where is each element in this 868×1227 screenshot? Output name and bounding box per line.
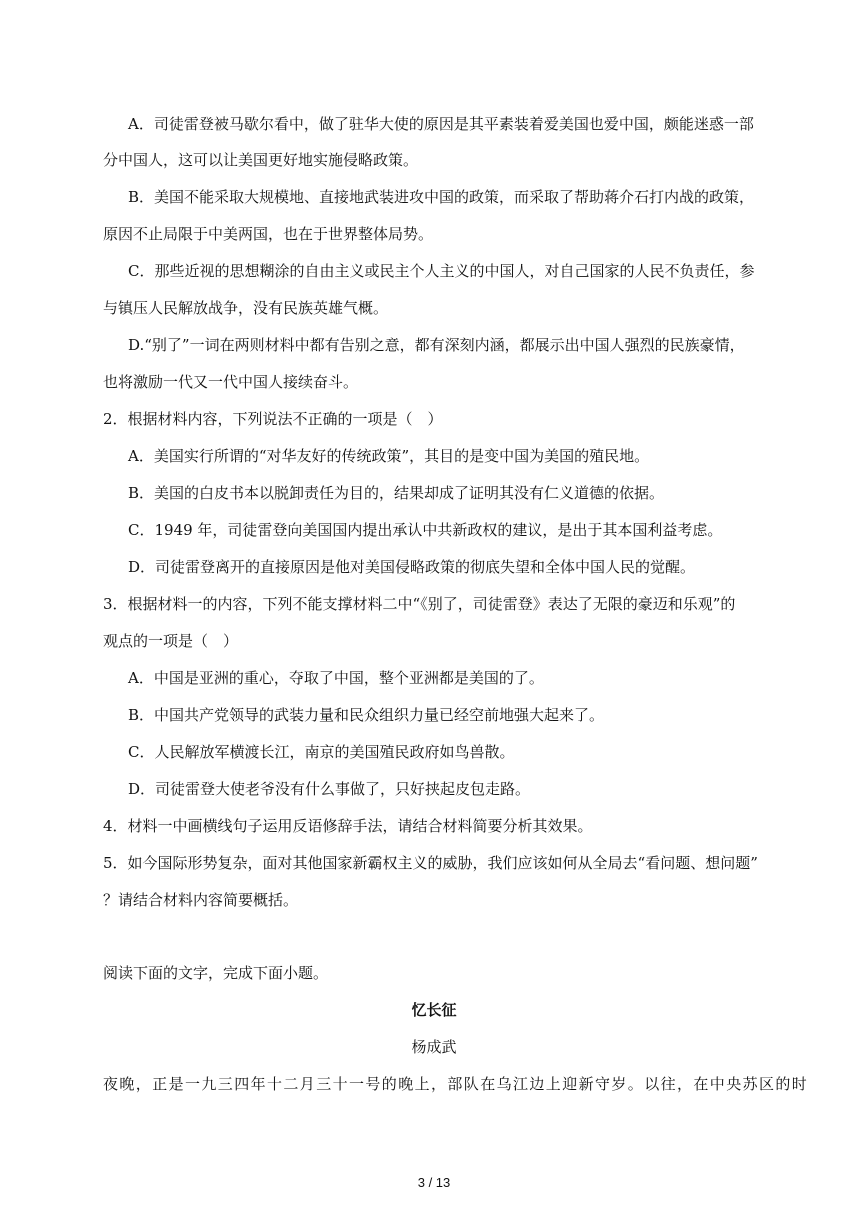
q1-option-c-line2: 与镇压人民解放战争，没有民族英雄气概。: [103, 299, 389, 317]
q1-option-d-line2: 也将激励一代又一代中国人接续奋斗。: [103, 373, 359, 391]
q1-option-b-line1: B．美国不能采取大规模地、直接地武装进攻中国的政策，而采取了帮助蒋介石打内战的政策，: [128, 188, 755, 206]
question-5-line1: 5．如今国际形势复杂，面对其他国家新霸权主义的威胁，我们应该如何从全局去“看问题、想问题”: [103, 854, 758, 872]
article-paragraph-line: 夜晚，正是一九三四年十二月三十一号的晚上，部队在乌江边上迎新守岁。以往，在中央苏区的时: [103, 1075, 809, 1093]
question-3-stem-line1: 3．根据材料一的内容，下列不能支撑材料二中“《别了，司徒雷登》表达了无限的豪迈和乐观”的: [103, 595, 736, 613]
q2-option-b: B．美国的白皮书本以脱卸责任为目的，结果却成了证明其没有仁义道德的依据。: [128, 484, 665, 502]
q3-option-c: C．人民解放军横渡长江，南京的美国殖民政府如鸟兽散。: [128, 743, 515, 761]
q2-option-c: C．1949 年，司徒雷登向美国国内提出承认中共新政权的建议，是出于其本国利益考虑。: [128, 521, 723, 539]
reading-instruction: 阅读下面的文字，完成下面小题。: [103, 964, 329, 982]
q1-option-d-line1: D.“别了”一词在两则材料中都有告别之意，都有深刻内涵，都展示出中国人强烈的民族豪情，: [128, 336, 745, 354]
page-number: 3 / 13: [417, 1175, 451, 1190]
question-3-stem-line2: 观点的一项是（ ）: [103, 632, 239, 650]
q1-option-c-line1: C．那些近视的思想糊涂的自由主义或民主个人主义的中国人，对自己国家的人民不负责任，参: [128, 262, 755, 280]
question-5-line2: ？请结合材料内容简要概括。: [103, 891, 299, 909]
question-4: 4．材料一中画横线句子运用反语修辞手法，请结合材料简要分析其效果。: [103, 817, 593, 835]
question-2-stem: 2．根据材料内容，下列说法不正确的一项是（ ）: [103, 410, 443, 428]
article-author: 杨成武: [411, 1038, 457, 1056]
q2-option-d: D．司徒雷登离开的直接原因是他对美国侵略政策的彻底失望和全体中国人民的觉醒。: [128, 558, 696, 576]
q1-option-a-line1: A．司徒雷登被马歇尔看中，做了驻华大使的原因是其平素装着爱美国也爱中国，颇能迷惑一部: [128, 115, 754, 133]
q1-option-a-line2: 分中国人，这可以让美国更好地实施侵略政策。: [103, 151, 419, 169]
q2-option-a: A．美国实行所谓的“对华友好的传统政策”，其目的是变中国为美国的殖民地。: [128, 447, 650, 465]
q3-option-b: B．中国共产党领导的武装力量和民众组织力量已经空前地强大起来了。: [128, 706, 605, 724]
article-title: 忆长征: [411, 1001, 457, 1019]
q3-option-d: D．司徒雷登大使老爷没有什么事做了，只好挟起皮包走路。: [128, 780, 531, 798]
q1-option-b-line2: 原因不止局限于中美两国，也在于世界整体局势。: [103, 225, 434, 243]
q3-option-a: A．中国是亚洲的重心，夺取了中国，整个亚洲都是美国的了。: [128, 669, 544, 687]
